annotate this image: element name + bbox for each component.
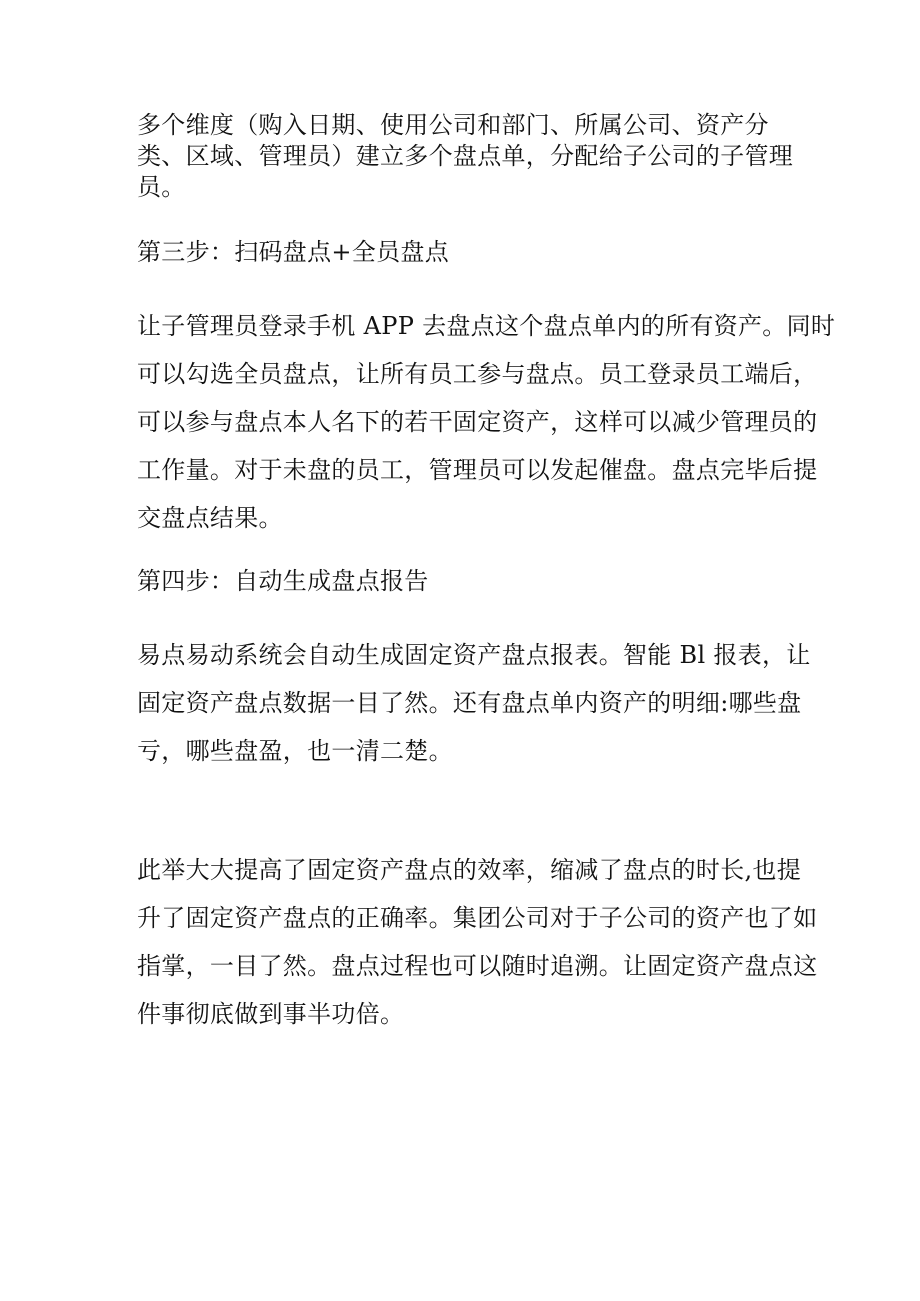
step4-heading — [137, 563, 801, 599]
paragraph-line: 此举大大提高了固定资产盘点的效率，缩减了盘点的时长,也提 — [137, 856, 802, 884]
intro-paragraph — [137, 110, 801, 203]
paragraph-line: 件事彻底做到事半功倍。 — [137, 1000, 405, 1028]
paragraph-line: 工作量。对于未盘的员工，管理员可以发起催盘。盘点完毕后提 — [137, 456, 818, 484]
heading-text: 第三步：扫码盘点+全员盘点 — [137, 238, 450, 266]
paragraph-line: 亏，哪些盘盈，也一清二楚。 — [137, 737, 453, 765]
paragraph-line: 多个维度（购入日期、使用公司和部门、所属公司、资产分 — [137, 111, 769, 139]
heading-text: 第四步：自动生成盘点报告 — [137, 567, 429, 595]
paragraph-line: 升了固定资产盘点的正确率。集团公司对于子公司的资产也了如 — [137, 904, 818, 932]
paragraph-line: 让子管理员登录手机 APP 去盘点这个盘点单内的所有资产。同时 — [137, 312, 836, 340]
paragraph-line: 类、区域、管理员）建立多个盘点单，分配给子公司的子管理 — [137, 142, 794, 170]
paragraph-line: 员。 — [137, 173, 186, 201]
conclusion-paragraph — [137, 846, 818, 1038]
paragraph-line: 交盘点结果。 — [137, 504, 283, 532]
paragraph-line: 可以参与盘点本人名下的若干固定资产，这样可以减少管理员的 — [137, 408, 818, 436]
paragraph-line: 可以勾选全员盘点，让所有员工参与盘点。员工登录员工端后， — [137, 360, 818, 388]
step3-paragraph — [137, 302, 836, 542]
paragraph-line: 易点易动系统会自动生成固定资产盘点报表。智能 Bl 报表，让 — [137, 641, 811, 669]
paragraph-line: 固定资产盘点数据一目了然。还有盘点单内资产的明细:哪些盘 — [137, 689, 802, 717]
paragraph-line: 指掌，一目了然。盘点过程也可以随时追溯。让固定资产盘点这 — [137, 952, 818, 980]
step4-paragraph — [137, 631, 811, 775]
step3-heading — [137, 234, 801, 270]
